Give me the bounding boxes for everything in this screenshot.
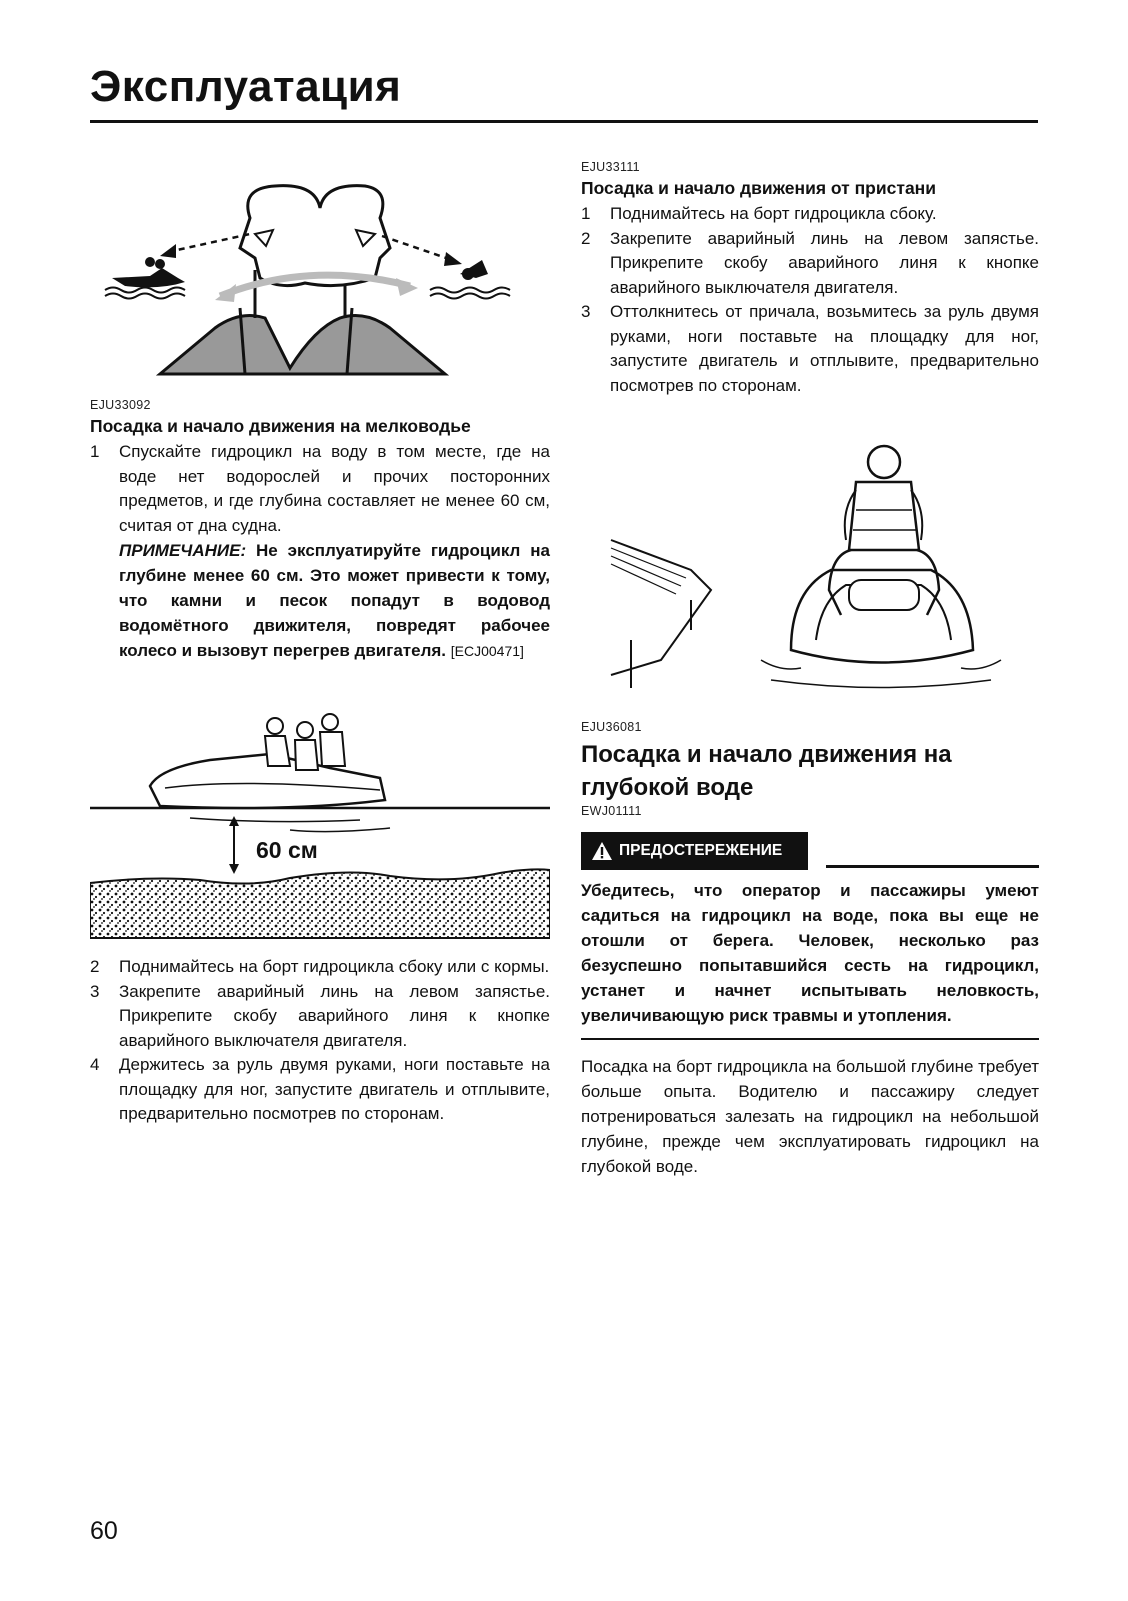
section-title: Посадка и начало движения на глубокой воде [581,741,952,801]
list-item [581,202,1039,227]
item-number: 4 [90,1055,100,1074]
item-text: Оттолкнитесь от причала, возьмитесь за руль двумя руками, ноги поставьте на площадку для ног, запустите двигатель и отплывите, предварительно посмотрев по сторонам. [610,302,1039,395]
section-code: EJU33111 [581,160,640,174]
shallow-water-illustration [90,708,550,943]
item-number: 1 [90,442,100,461]
warning-header [581,832,1039,870]
section-title: Посадка и начало движения от пристани [581,178,936,198]
list-item [90,1053,550,1127]
item-text: Спускайте гидроцикл на воду в том месте, где на воде нет водорослей и прочих посторонних предметов, и где глубина составляет не менее 60 см, считая от дна судна. [119,442,550,535]
list-item [581,227,1039,301]
item-text: Поднимайтесь на борт гидроцикла сбоку. [610,204,937,223]
section-code: EJU33092 [90,398,151,412]
dock-boarding-illustration [601,440,1021,690]
section-code: EJU36081 [581,720,642,734]
list-item [90,955,550,980]
list-item [90,440,550,538]
deep-water-paragraph: Посадка на борт гидроцикла на большой глубине требует больше опыта. Водителю и пассажиру следует потренироваться залезать на гидроцикл на небольшой глубине, прежде чем эксплуатировать гидроцикл на глубокой воде. [581,1057,1039,1176]
item-number: 3 [581,302,591,321]
warning-header-rule [826,865,1039,868]
warning-badge [581,832,808,870]
section-title: Посадка и начало движения на мелководье [90,416,471,436]
warning-triangle-icon [591,841,613,861]
depth-label: 60 см [256,837,318,863]
item-text: Закрепите аварийный линь на левом запястье. Прикрепите скобу аварийного линя к кнопке аварийного выключателя двигателя. [610,228,1039,297]
warning-label: ПРЕДОСТЕРЕЖЕНИЕ [619,842,783,859]
note-code: [ECJ00471] [450,643,524,659]
list-item [581,300,1039,398]
page-title: Эксплуатация [90,62,402,111]
item-text: Поднимайтесь на борт гидроцикла сбоку или с кормы. [119,957,550,976]
item-text: Закрепите аварийный линь на левом запястье. Прикрепите скобу аварийного линя к кнопке аварийного выключателя двигателя. [119,981,550,1050]
item-number: 3 [90,981,100,1001]
item-number: 1 [581,204,591,223]
item-number: 2 [90,957,100,976]
list-item [90,980,550,1054]
warning-text: Убедитесь, что оператор и пассажиры умеют садиться на гидроцикл на воде, пока вы еще не отошли от берега. Человек, несколько раз безуспешно попытавшийся сесть на гидроцикл, устанет и начнет испытывать неловкость, увеличивающую риск травмы и утопления. [581,881,1039,1025]
note-text: Не эксплуатируйте гидроцикл на глубине менее 60 см. Это может привести к тому, что камни и песок попадут в водовод водомётного движителя, повредят рабочее колесо и вызовут перегрев двигателя. [119,541,550,660]
warning-bottom-rule [581,1038,1039,1040]
warning-code: EWJ01111 [581,804,642,818]
look-around-illustration [90,178,550,388]
item-number: 2 [581,228,591,248]
title-rule [90,120,1038,123]
page-number: 60 [90,1517,118,1545]
note-label: ПРИМЕЧАНИЕ: [119,541,247,560]
note [119,538,550,664]
item-text: Держитесь за руль двумя руками, ноги поставьте на площадку для ног, запустите двигатель и отплывите, предварительно посмотрев по сторонам. [119,1055,550,1123]
